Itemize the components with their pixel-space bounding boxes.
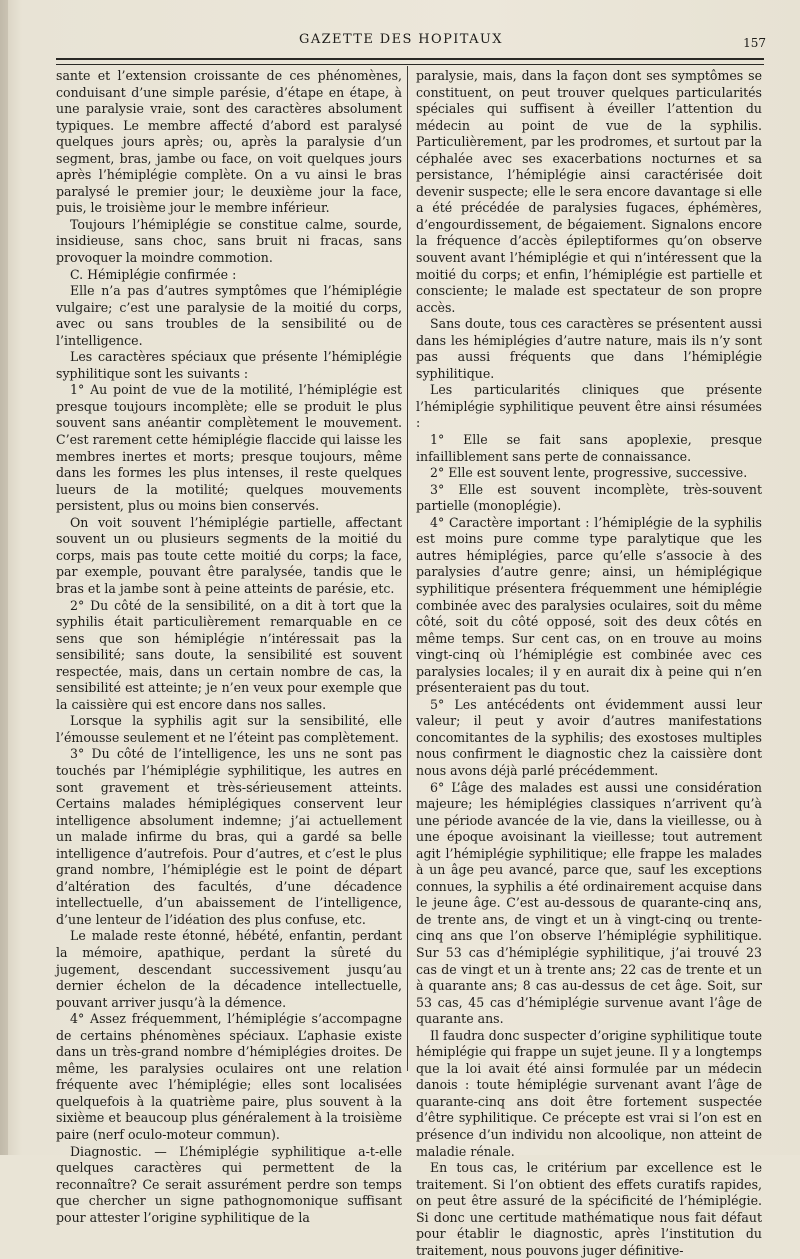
paragraph: paralysie, mais, dans la façon dont ses symptômes se constituent, on peut trouver quelques particularités spéciales qui suffisent à éveiller l’attention du médecin au point de vue de la syphilis. Particulièrement, par les prodromes, et surtout par la céphalée avec ses exacerbations nocturnes et sa persistance, l’hémiplégie ainsi caractérisée doit devenir suspecte; elle le sera encore davantage si elle a été précédée de paralysies fugaces, éphémères, d’engourdissement, de bégaiement. Signalons encore la fréquence d’accès épileptiformes qu’on observe souvent avant l’hémiplégie et qui n’intéressent que la moitié du corps; et enfin, l’hémiplégie est partielle et consciente; le malade est spectateur de son propre accès. — [416, 68, 762, 315]
journal-title: GAZETTE DES HOPITAUX — [299, 32, 503, 47]
left-column — [56, 68, 402, 1226]
right-column — [416, 68, 762, 1259]
list-item: 2° Elle est souvent lente, progressive, successive. — [430, 465, 748, 481]
paragraph: 4° Assez fréquemment, l’hémiplégie s’accompagne de certains phénomènes spéciaux. L’aphasie existe dans un très-grand nombre d’hémiplégies droites. De même, les paralysies oculaires ont une relation fréquente avec l’hémiplégie; elles sont localisées quelquefois à la quatrième paire, plus souvent à la sixième et beaucoup plus généralement à la troisième paire (nerf oculo-moteur commun). — [56, 1011, 402, 1142]
paragraph: sante et l’extension croissante de ces phénomènes, conduisant d’une simple parésie, d’étape en étape, à une paralysie vraie, sont des caractères absolument typiques. Le membre affecté d’abord est paralysé quelques jours après; ou, après la paralysie d’un segment, bras, jambe ou face, on voit quelques jours après l’hémiplégie complète. On a vu ainsi le bras paralysé le premier jour; le deuxième jour la face, puis, le troisième jour le membre inférieur. — [56, 68, 402, 216]
paragraph: Elle n’a pas d’autres symptômes que l’hémiplégie vulgaire; c’est une paralysie de la moitié du corps, avec ou sans troubles de la sensibilité ou de l’intelligence. — [56, 283, 402, 348]
page-header — [30, 30, 772, 54]
list-item: 4° Caractère important : l’hémiplégie de la syphilis est moins pure comme type paralytique que les autres hémiplégies, parce qu’elle s’associe à des paralysies d’autre genre; ainsi, un hémiplégique syphilitique présentera fréquemment une hémiplégie combinée avec des paralysies oculaires, soit du même côté, soit du côté opposé, soit des deux côtés en même temps. Sur cent cas, on en trouve au moins vingt-cinq où l’hémiplégie est combinée avec ces paralysies locales; il y en aurait dix à peine qui n’en présenteraient pas du tout. — [416, 514, 762, 696]
paragraph: Il faudra donc suspecter d’origine syphilitique toute hémiplégie qui frappe un sujet jeune. Il y a longtemps que la loi avait été ainsi formulée par un médecin danois : toute hémiplégie survenant avant l’âge de quarante-cinq ans doit être fortement suspectée d’être syphilitique. Ce précepte est vrai si l’on est en présence d’un individu non alcoolique, non atteint de maladie rénale. — [416, 1027, 762, 1159]
list-item: 5° Les antécédents ont évidemment aussi leur valeur; il peut y avoir d’autres manifestations concomitantes de la syphilis; des exostoses multiples nous confirment le diagnostic chez la caissière dont nous avons déjà parlé précédemment. — [416, 696, 762, 778]
header-rule — [56, 58, 764, 65]
paragraph: En tous cas, le critérium par excellence est le traitement. Si l’on obtient des effets curatifs rapides, on peut être assuré de la spécificité de l’hémiplégie. Si donc une certitude mathématique nous fait défaut pour établir le diagnostic, après l’institution du traitement, nous pouvons juger définitive- — [416, 1160, 762, 1258]
paragraph: 3° Du côté de l’intelligence, les uns ne sont pas touchés par l’hémiplégie syphilitique, les autres en sont gravement et très-sérieusement atteints. Certains malades hémiplégiques conservent leur intelligence absolument indemne; j’ai actuellement un malade infirme du bras, qui a gardé sa belle intelligence d’autrefois. Pour d’autres, et c’est le plus grand nombre, l’hémiplégie est le point de départ d’altération des facultés, d’une décadence intellectuelle, d’un abaissement de l’intelligence, d’une lenteur de l’idéation des plus confuse, etc. — [56, 746, 402, 927]
list-item: 3° Elle est souvent incomplète, très-souvent partielle (monoplégie). — [416, 481, 762, 514]
list-item: 1° Elle se fait sans apoplexie, presque infailliblement sans perte de connaissance. — [416, 432, 762, 464]
paragraph: Les caractères spéciaux que présente l’hémiplégie syphilitique sont les suivants : — [56, 349, 402, 381]
page-binding-edge — [0, 0, 8, 1155]
paragraph: Les particularités cliniques que présente l’hémiplégie syphilitique peuvent être ainsi résumées : — [416, 382, 762, 431]
paragraph: Lorsque la syphilis agit sur la sensibilité, elle l’émousse seulement et ne l’éteint pas complètement. — [56, 713, 402, 745]
paragraph: 1° Au point de vue de la motilité, l’hémiplégie est presque toujours incomplète; elle se produit le plus souvent sans anéantir complètement le mouvement. C’est rarement cette hémiplégie flaccide qui laisse les membres inertes et morts; presque toujours, même dans les formes les plus intenses, il reste quelques lueurs de la motilité; quelques mouvements persistent, plus ou moins bien conservés. — [56, 382, 402, 514]
paragraph: Le malade reste étonné, hébété, enfantin, perdant la mémoire, apathique, perdant la sûreté du jugement, descendant successivement jusqu’au dernier échelon de la décadence intellectuelle, pouvant arriver jusqu’à la démence. — [56, 928, 402, 1010]
paragraph: Diagnostic. — L’hémiplégie syphilitique a-t-elle quelques caractères qui permettent de la reconnaître? Ce serait assurément perdre son temps que chercher un signe pathognomonique suffisant pour attester l’origine syphilitique de la — [56, 1143, 402, 1225]
paragraph: 2° Du côté de la sensibilité, on a dit à tort que la syphilis était particulièrement remarquable en ce sens que son hémiplégie n’intéressait pas la sensibilité; sans doute, la sensibilité est souvent respectée, mais, dans un certain nombre de cas, la sensibilité est atteinte; je n’en veux pour exemple que la caissière qui est encore dans nos salles. — [56, 597, 402, 712]
paragraph: On voit souvent l’hémiplégie partielle, affectant souvent un ou plusieurs segments de la moitié du corps, mais pas toute cette moitié du corps; la face, par exemple, pouvant être paralysée, tandis que le bras et la jambe sont à peine atteints de parésie, etc. — [56, 514, 402, 596]
paragraph: Toujours l’hémiplégie se constitue calme, sourde, insidieuse, sans choc, sans bruit ni fracas, sans provoquer la moindre commotion. — [56, 216, 402, 266]
list-item: 6° L’âge des malades est aussi une considération majeure; les hémiplégies classiques n’arrivent qu’à une période avancée de la vie, dans la vieillesse, ou à une époque avoisinant la vieillesse; tout autrement agit l’hémiplégie syphilitique; elle frappe les malades à un âge peu avancé, parce que, sauf les exceptions connues, la syphilis a été ordinairement acquise dans le jeune âge. C’est au-dessous de quarante-cinq ans, de trente ans, de vingt et un à vingt-cinq ou trente-cinq ans que l’on observe l’hémiplégie syphilitique. Sur 53 cas d’hémiplégie syphilitique, j’ai trouvé 23 cas de vingt et un à trente ans; 22 cas de trente et un à quarante ans; 8 cas au-dessus de cet âge. Soit, sur 53 cas, 45 cas d’hémiplégie survenue avant l’âge de quarante ans. — [416, 779, 762, 1027]
section-heading: C. Hémiplégie confirmée : — [70, 266, 237, 282]
column-divider — [407, 66, 408, 1071]
paragraph: Sans doute, tous ces caractères se présentent aussi dans les hémiplégies d’autre nature, mais ils n’y sont pas aussi fréquents que dans l’hémiplégie syphilitique. — [416, 316, 762, 381]
page-number: 157 — [743, 36, 766, 50]
